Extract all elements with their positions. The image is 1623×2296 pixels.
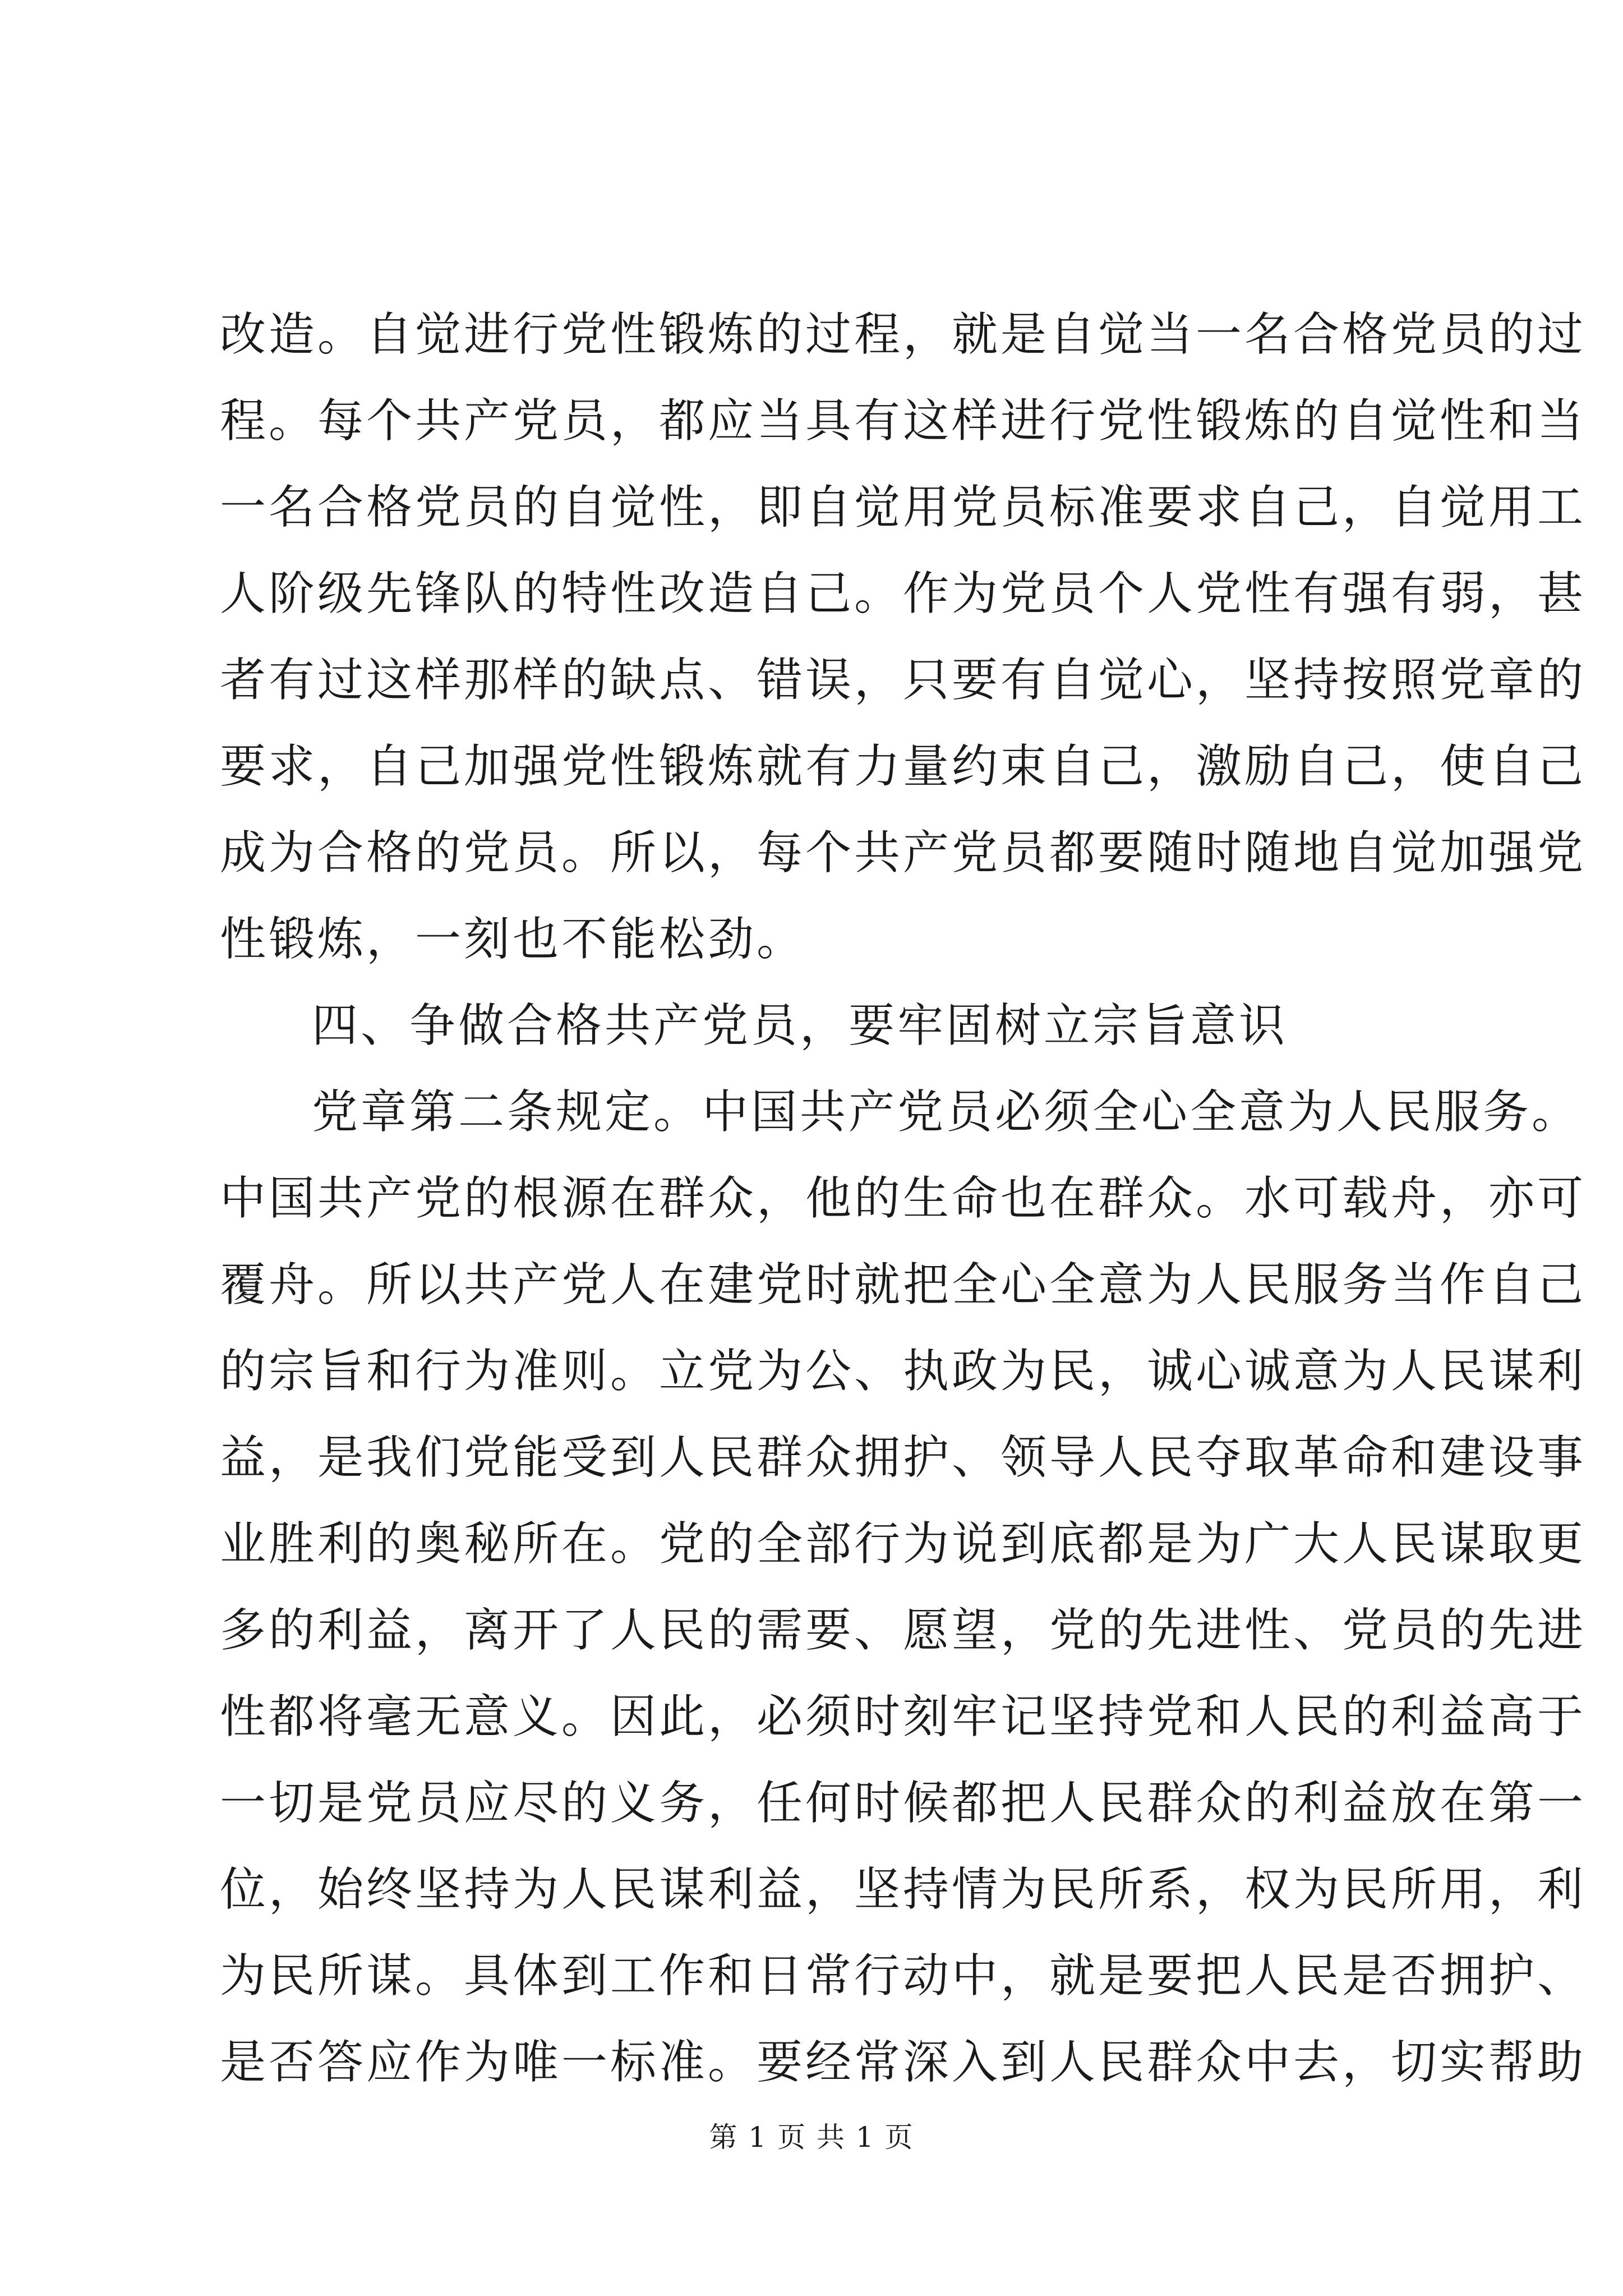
- text-line: 是否答应作为唯一标准。要经常深入到人民群众中去，切实帮助: [220, 2036, 1587, 2089]
- text-line: 性都将毫无意义。因此，必须时刻牢记坚持党和人民的利益高于: [220, 1690, 1587, 1743]
- section-heading: 四、争做合格共产党员，要牢固树立宗旨意识: [312, 999, 1288, 1052]
- text-line: 成为合格的党员。所以，每个共产党员都要随时随地自觉加强党: [220, 826, 1587, 880]
- text-line: 者有过这样那样的缺点、错误，只要有自觉心，坚持按照党章的: [220, 654, 1587, 707]
- page-number-footer: 第 1 页 共 1 页: [709, 2121, 914, 2154]
- text-line: 为民所谋。具体到工作和日常行动中，就是要把人民是否拥护、: [220, 1949, 1587, 2003]
- text-line: 覆舟。所以共产党人在建党时就把全心全意为人民服务当作自己: [220, 1258, 1587, 1312]
- text-line: 性锻炼，一刻也不能松劲。: [220, 913, 806, 966]
- text-line: 中国共产党的根源在群众，他的生命也在群众。水可载舟，亦可: [220, 1172, 1587, 1225]
- body-text: [220, 292, 1587, 2106]
- text-line: 一切是党员应尽的义务，任何时候都把人民群众的利益放在第一: [220, 1777, 1587, 1830]
- text-line: 人阶级先锋队的特性改造自己。作为党员个人党性有强有弱，甚: [220, 567, 1587, 620]
- text-line: 要求，自己加强党性锻炼就有力量约束自己，激励自己，使自己: [220, 740, 1587, 793]
- text-line: 的宗旨和行为准则。立党为公、执政为民，诚心诚意为人民谋利: [220, 1345, 1587, 1398]
- text-line: 改造。自觉进行党性锻炼的过程，就是自觉当一名合格党员的过: [220, 308, 1587, 361]
- text-line: 业胜利的奥秘所在。党的全部行为说到底都是为广大人民谋取更: [220, 1517, 1587, 1571]
- paragraph-start-line: 党章第二条规定。中国共产党员必须全心全意为人民服务。: [312, 1085, 1581, 1139]
- text-line: 程。每个共产党员，都应当具有这样进行党性锻炼的自觉性和当: [220, 394, 1587, 448]
- text-line: 位，始终坚持为人民谋利益，坚持情为民所系，权为民所用，利: [220, 1863, 1587, 1916]
- text-line: 益，是我们党能受到人民群众拥护、领导人民夺取革命和建设事: [220, 1431, 1587, 1484]
- text-line: 一名合格党员的自觉性，即自觉用党员标准要求自己，自觉用工: [220, 481, 1587, 534]
- text-line: 多的利益，离开了人民的需要、愿望，党的先进性、党员的先进: [220, 1604, 1587, 1657]
